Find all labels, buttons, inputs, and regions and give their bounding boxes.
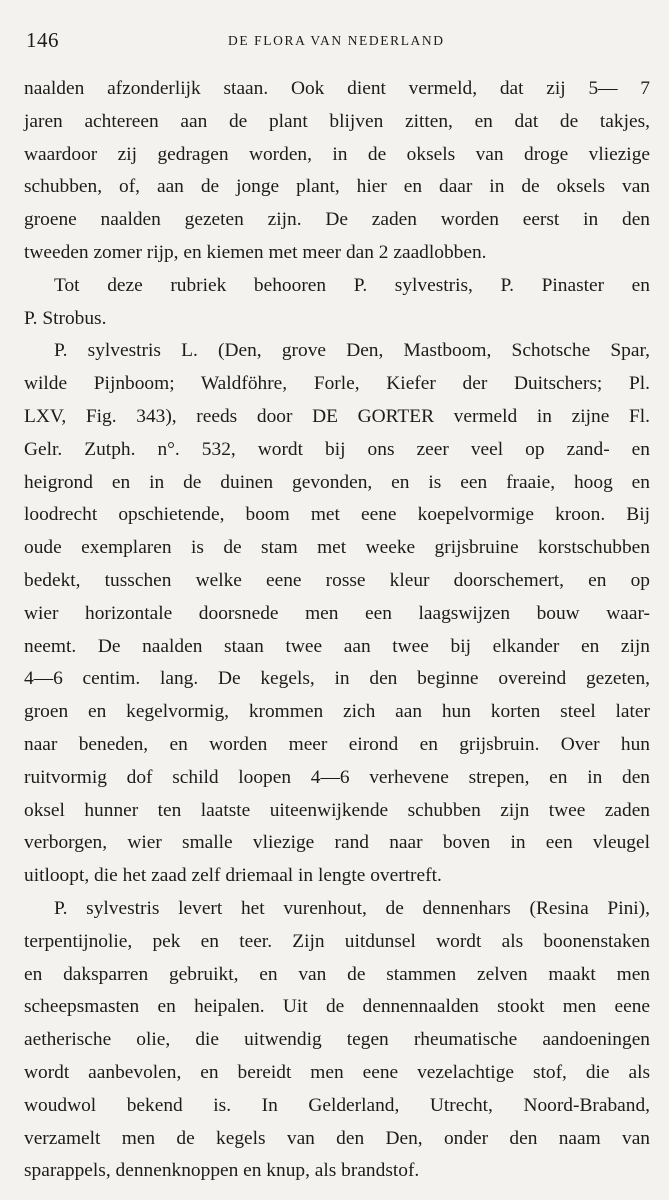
- text-line: heigrond en in de duinen gevonden, en is een fraaie, hoog en: [24, 471, 650, 493]
- text-line: wordt aanbevolen, en bereidt men eene vezelachtige stof, die als: [24, 1061, 650, 1083]
- text-line: ruitvormig dof schild loopen 4—6 verhevene strepen, en in den: [24, 766, 650, 788]
- text-line: wilde Pijnboom; Waldföhre, Forle, Kiefer der Duitschers; Pl.: [24, 373, 650, 395]
- text-line: Gelr. Zutph. n°. 532, wordt bij ons zeer veel op zand- en: [24, 438, 650, 460]
- text-line: en daksparren gebruikt, en van de stammen zelven maakt men: [24, 963, 650, 985]
- text-line: groen en kegelvormig, krommen zich aan hun korten steel later: [24, 701, 650, 723]
- body-text: [24, 73, 650, 1188]
- running-title: DE FLORA VAN NEDERLAND: [228, 33, 445, 48]
- text-line: neemt. De naalden staan twee aan twee bij elkander en zijn: [24, 635, 650, 657]
- text-line: loodrecht opschietende, boom met eene koepelvormige kroon. Bij: [24, 504, 650, 526]
- text-line: oksel hunner ten laatste uiteenwijkende schubben zijn twee zaden: [24, 799, 650, 821]
- text-line: scheepsmasten en heipalen. Uit de dennennaalden stookt men eene: [24, 996, 650, 1018]
- text-line: LXV, Fig. 343), reeds door DE GORTER vermeld in zijne Fl.: [24, 405, 650, 427]
- text-line: wier horizontale doorsnede men een laagswijzen bouw waar-: [24, 602, 650, 624]
- text-line: jaren achtereen aan de plant blijven zitten, en dat de takjes,: [24, 110, 650, 132]
- page-header: [24, 26, 643, 68]
- text-line: aetherische olie, die uitwendig tegen rheumatische aandoeningen: [24, 1029, 650, 1051]
- text-line: naar beneden, en worden meer eirond en grijsbruin. Over hun: [24, 733, 650, 755]
- text-line: tweeden zomer rijp, en kiemen met meer dan 2 zaadlobben.: [24, 241, 487, 263]
- text-line: verzamelt men de kegels van den Den, onder den naam van: [24, 1127, 650, 1149]
- paragraph: [24, 73, 650, 270]
- text-line: verborgen, wier smalle vliezige rand naar boven in een vleugel: [24, 832, 650, 854]
- text-line: waardoor zij gedragen worden, in de oksels van droge vliezige: [24, 143, 650, 165]
- text-line: groene naalden gezeten zijn. De zaden worden eerst in den: [24, 209, 650, 231]
- paragraph: [24, 893, 650, 1188]
- text-line: P. sylvestris L. (Den, grove Den, Mastboom, Schotsche Spar,: [54, 340, 650, 362]
- text-line: naalden afzonderlijk staan. Ook dient vermeld, dat zij 5— 7: [24, 78, 650, 99]
- text-line: P. Strobus.: [24, 307, 107, 329]
- paragraph: [24, 335, 650, 893]
- text-line: schubben, of, aan de jonge plant, hier en daar in de oksels van: [24, 176, 650, 198]
- text-line: uitloopt, die het zaad zelf driemaal in lengte overtreft.: [24, 865, 442, 887]
- text-line: terpentijnolie, pek en teer. Zijn uitdunsel wordt als boonenstaken: [24, 930, 650, 952]
- paragraph: [24, 270, 650, 336]
- text-line: bedekt, tusschen welke eene rosse kleur doorschemert, en op: [24, 569, 650, 591]
- page-number: 146: [26, 28, 59, 52]
- text-line: P. sylvestris levert het vurenhout, de dennenhars (Resina Pini),: [54, 897, 650, 919]
- text-line: 4—6 centim. lang. De kegels, in den beginne overeind gezeten,: [24, 668, 650, 690]
- text-line: woudwol bekend is. In Gelderland, Utrecht, Noord-Braband,: [24, 1094, 650, 1116]
- text-line: sparappels, dennenknoppen en knup, als brandstof.: [24, 1160, 420, 1182]
- text-line: oude exemplaren is de stam met weeke grijsbruine korstschubben: [24, 537, 650, 559]
- text-line: Tot deze rubriek behooren P. sylvestris, P. Pinaster en: [54, 274, 650, 296]
